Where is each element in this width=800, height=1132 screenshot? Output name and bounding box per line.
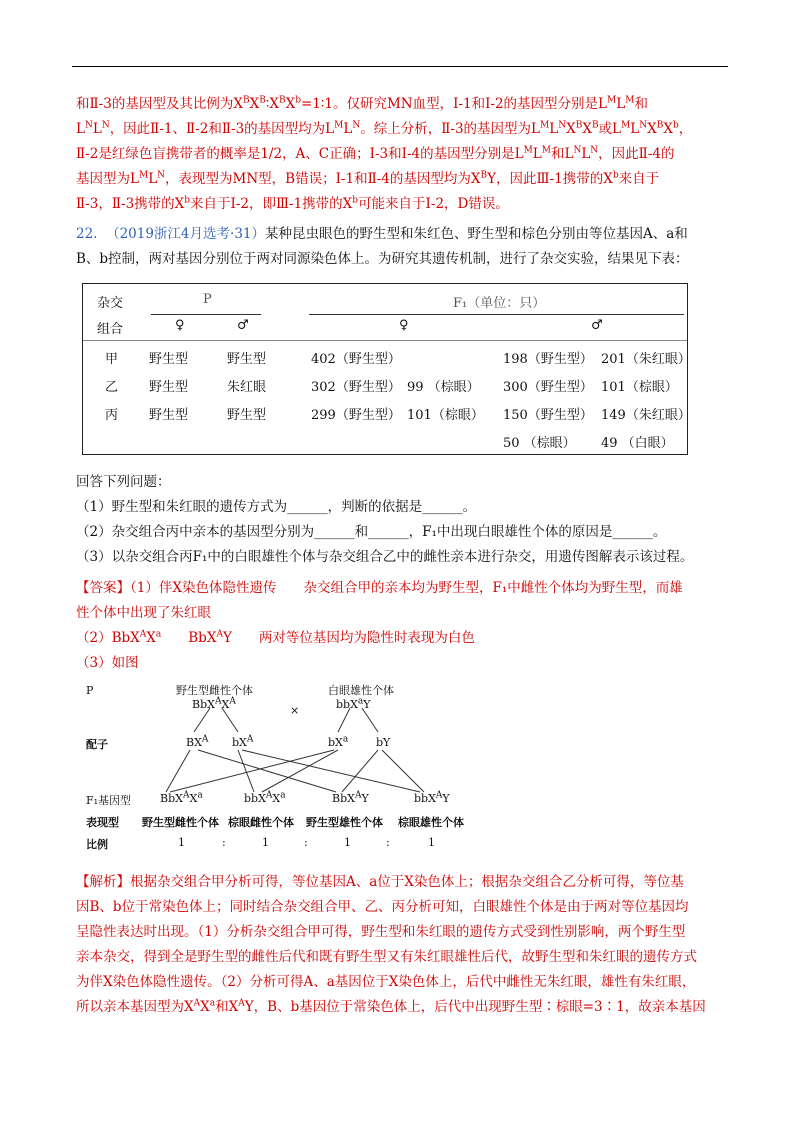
- answer-section: [76, 576, 726, 676]
- geno-female: $BbX^AX^A$: [192, 696, 236, 711]
- p-divider: [151, 314, 261, 315]
- ratio-colon-1: :: [222, 836, 226, 849]
- offspring-1: $BbX^AX^a$: [160, 790, 203, 805]
- header-bottom-rule: [83, 340, 687, 341]
- intro-line-2: $L^NL^N$，因此Ⅱ-1、Ⅱ-2和Ⅱ-3的基因型均为$L^ML^N$。综上分析，Ⅱ-3的基因型为$L^ML^NX^BX^B$或$L^ML^NX^BX^b$，: [76, 120, 693, 137]
- analysis-line-3: 呈隐性表达时出现。（1）分析杂交组合甲可得，野生型和朱红眼的遗传方式受到性别影响，两个野生型: [76, 924, 686, 940]
- question-source: （2019浙江4月选考·31）: [106, 226, 265, 242]
- analysis-line-1: 【解析】根据杂交组合甲分析可得，等位基因A、a位于X染色体上；根据杂交组合乙分析可得，等位基: [76, 874, 684, 890]
- offspring-3: BbX$^A$Y: [332, 790, 369, 805]
- gamete-label: 配子: [86, 738, 108, 751]
- phenotype-3: 野生型雄性个体: [306, 816, 383, 829]
- parent-male: 白眼雄性个体: [328, 684, 394, 697]
- analysis-line-5: 为伴X染色体隐性遗传。（2）分析可得A、a基因位于X染色体上，后代中雌性无朱红眼，雄性有朱红眼，: [76, 974, 696, 990]
- question-22: [76, 222, 726, 272]
- ratio-4: 1: [428, 836, 435, 849]
- answer-2: $(2)BbX^AX^a$ BbX$^A$Y 两对等位基因均为隐性时表现为白色: [76, 629, 475, 646]
- cross-results-table: 杂交 组合 P F₁（单位：只） ♀ ♂ ♀ ♂ 甲 野生型 野生型 402（野生型） 198（野生型） 201（朱红眼） 乙 野生型 朱红眼 302（野生型） 99 （棕眼） 300（野生型） 101（棕眼） 丙 野生型 野生型 299（野生型） 101（棕眼） 150（野生型） 149（朱红眼） 50 （棕眼） 49 （白眼）: [82, 283, 688, 455]
- answer-1-cont: 性个体中出现了朱红眼: [76, 605, 211, 621]
- offspring-4: bbX$^A$Y: [414, 790, 450, 805]
- phenotype-4: 棕眼雄性个体: [398, 816, 464, 829]
- intro-line-4: 基因型为$L^ML^N$，表现型为MN型，B错误；Ⅰ-1和Ⅱ-4的基因型均为$X^BY$，因此Ⅲ-1携带的$X^b$来自于: [76, 170, 660, 187]
- analysis-line-6: 所以亲本基因型为$X^AX^a$和$X^AY$，B、b基因位于常染色体上，后代中出现野生型∶棕眼=3∶1，故亲本基因: [76, 998, 706, 1015]
- header-p: P: [203, 292, 212, 307]
- answer-prompt: 回答下列问题：: [76, 474, 171, 490]
- sub-question-3: （3）以杂交组合丙F₁中的白眼雄性个体与杂交组合乙中的雌性亲本进行杂交，用遗传图解表示该过程。: [76, 549, 694, 565]
- header-cross: 杂交: [97, 296, 124, 311]
- gamete-4: bY: [376, 736, 391, 749]
- header-f1-male-icon: ♂: [591, 318, 603, 333]
- intro-line-1: 和Ⅱ-3的基因型及其比例为$X^BX^B∶X^BX^b=1∶1$。仅研究MN血型，Ⅰ-1和Ⅰ-2的基因型分别是$L^ML^M$和: [76, 95, 648, 112]
- ratio-3: 1: [344, 836, 351, 849]
- intro-line-3: Ⅱ-2是红绿色盲携带者的概率是1/2，A、C正确；Ⅰ-3和Ⅰ-4的基因型分别是$L^ML^M$和$L^NL^N$，因此Ⅱ-4的: [76, 145, 675, 162]
- question-line-2: B、b控制，两对基因分别位于两对同源染色体上。为研究其遗传机制，进行了杂交实验，结果见下表：: [76, 251, 689, 267]
- sub-question-2: （2）杂交组合丙中亲本的基因型分别为______和______，F₁中出现白眼雄性个体的原因是______。: [76, 524, 667, 540]
- ratio-1: 1: [178, 836, 185, 849]
- header-p-male-icon: ♂: [237, 318, 249, 333]
- intro-paragraph: [76, 92, 726, 217]
- f1-genotype-label: F₁基因型: [86, 794, 132, 807]
- geno-male: bbX$^a$Y: [336, 696, 371, 711]
- answer-1: 【答案】（1）伴X染色体隐性遗传 杂交组合甲的亲本均为野生型，F₁中雌性个体均为野生型，而雄: [76, 580, 683, 596]
- header-p-female-icon: ♀: [175, 318, 185, 333]
- parent-female: 野生型雌性个体: [176, 684, 253, 697]
- phenotype-label: 表现型: [86, 816, 119, 829]
- p-label: P: [86, 684, 94, 697]
- answer-label: 【答案】: [76, 580, 130, 596]
- sub-question-1: （1）野生型和朱红眼的遗传方式为______，判断的依据是______。: [76, 499, 477, 515]
- phenotype-2: 棕眼雌性个体: [228, 816, 294, 829]
- gamete-1: $BX^A$: [186, 734, 209, 749]
- cross-symbol: ×: [290, 704, 300, 717]
- header-group: 组合: [97, 322, 124, 337]
- ratio-colon-2: :: [304, 836, 308, 849]
- analysis-line-2: 因B、b位于常染色体上；同时结合杂交组合甲、乙、丙分析可知，白眼雄性个体是由于两对等位基因均: [76, 899, 689, 915]
- header-f1-female-icon: ♀: [399, 318, 409, 333]
- ratio-label: 比例: [86, 838, 108, 851]
- ratio-colon-3: :: [386, 836, 390, 849]
- header-f1: F₁（单位：只）: [453, 296, 546, 311]
- genetic-diagram: [82, 680, 482, 850]
- answer-3: （3）如图: [76, 655, 139, 671]
- question-number: 22.: [76, 226, 98, 242]
- ratio-2: 1: [262, 836, 269, 849]
- f1-divider: [309, 314, 684, 315]
- sub-questions: [76, 470, 726, 570]
- offspring-2: $bbX^AX^a$: [244, 790, 286, 805]
- analysis-label: 【解析】: [76, 874, 130, 890]
- analysis-section: [76, 870, 726, 1020]
- intro-line-5: Ⅱ-3，Ⅱ-3携带的$X^b$来自于Ⅰ-2，即Ⅲ-1携带的$X^b$可能来自于Ⅰ-2，D错误。: [76, 195, 509, 212]
- question-line-1: 22. （2019浙江4月选考·31）某种昆虫眼色的野生型和朱红色、野生型和棕色分别由等位基因A、a和: [76, 226, 688, 242]
- phenotype-1: 野生型雌性个体: [142, 816, 219, 829]
- gamete-3: $bX^a$: [328, 734, 349, 749]
- header-rule: [72, 66, 728, 67]
- gamete-2: $bX^A$: [232, 734, 254, 749]
- analysis-line-4: 亲本杂交，得到全是野生型的雌性后代和既有野生型又有朱红眼雄性后代，故野生型和朱红眼的遗传方式: [76, 949, 697, 965]
